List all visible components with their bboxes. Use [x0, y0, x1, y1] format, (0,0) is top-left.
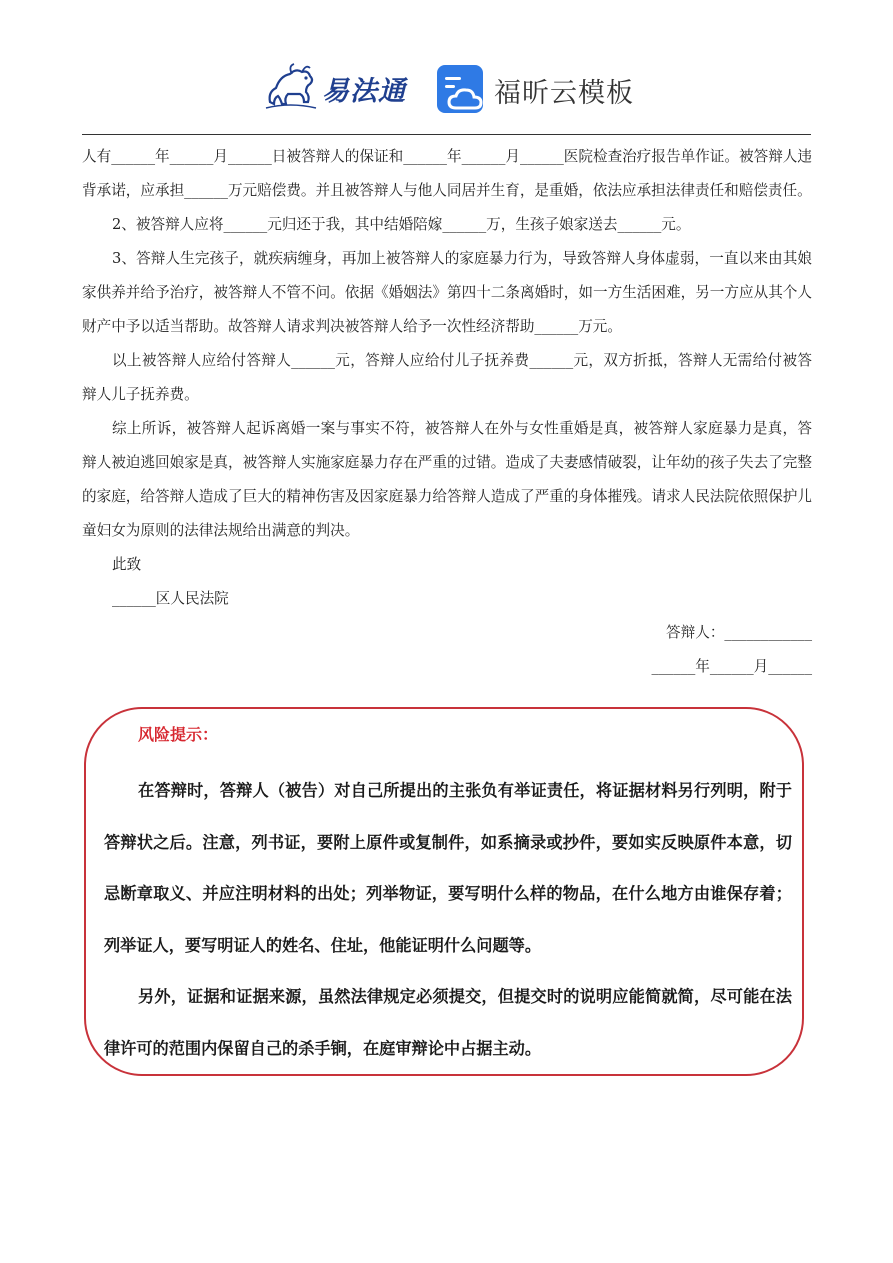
risk-title: 风险提示：	[138, 725, 219, 744]
paragraph-2: 2、被答辩人应将______元归还于我，其中结婚陪嫁______万，生孩子娘家送去______元。	[112, 216, 691, 233]
cloud-document-icon	[436, 64, 486, 116]
fuxin-logo	[436, 62, 634, 118]
yifatong-logo	[262, 62, 406, 114]
risk-paragraph-2: 另外，证据和证据来源，虽然法律规定必须提交，但提交时的说明应能简就简，尽可能在法律许可的范围内保留自己的杀手锏，在庭审辩论中占据主动。	[104, 987, 792, 1058]
document-body	[82, 140, 812, 684]
paragraph-5: 综上所诉，被答辩人起诉离婚一案与事实不符，被答辩人在外与女性重婚是真，被答辩人家庭暴力是真，答辩人被迫逃回娘家是真，被答辩人实施家庭暴力存在严重的过错。造成了夫妻感情破裂，让年幼的孩子失去了完整的家庭，给答辩人造成了巨大的精神伤害及因家庭暴力给答辩人造成了严重的身体摧残。请求人民法院依照保护儿童妇女为原则的法律法规给出满意的判决。	[82, 420, 812, 539]
brand1-name: 易法通	[322, 75, 406, 107]
risk-paragraph-1: 在答辩时，答辩人（被告）对自己所提出的主张负有举证责任，将证据材料另行列明，附于答辩状之后。注意，列书证，要附上原件或复制件，如系摘录或抄件，要如实反映原件本意，切忌断章取义、并应注明材料的出处；列举物证，要写明什么样的物品，在什么地方由谁保存着；列举证人，要写明证人的姓名、住址，他能证明什么问题等。	[104, 781, 792, 955]
paragraph-4: 以上被答辩人应给付答辩人______元，答辩人应给付儿子抚养费______元，双方折抵，答辩人无需给付被答辩人儿子抚养费。	[82, 352, 812, 403]
qilin-logo-icon	[262, 62, 320, 114]
header-divider	[82, 134, 811, 135]
court-line: ______区人民法院	[112, 590, 229, 607]
date-line: ______年______月______	[651, 658, 812, 675]
paragraph-1: 人有______年______月______日被答辩人的保证和______年______月______医院检查治疗报告单作证。被答辩人违背承诺，应承担______万元赔偿费。并且被答辩人与他人同居并生育，是重婚，依法应承担法律责任和赔偿责任。	[82, 148, 812, 199]
signature-line: 答辩人：____________	[666, 624, 812, 641]
salutation: 此致	[112, 556, 142, 573]
paragraph-3: 3、答辩人生完孩子，就疾病缠身，再加上被答辩人的家庭暴力行为，导致答辩人身体虚弱，一直以来由其娘家供养并给予治疗，被答辩人不管不问。依据《婚姻法》第四十二条离婚时，如一方生活困难，另一方应从其个人财产中予以适当帮助。故答辩人请求判决被答辩人给予一次性经济帮助______万元。	[82, 250, 812, 335]
brand2-name: 福昕云模板	[494, 77, 634, 109]
risk-content	[104, 765, 792, 1074]
page-header	[0, 58, 893, 122]
